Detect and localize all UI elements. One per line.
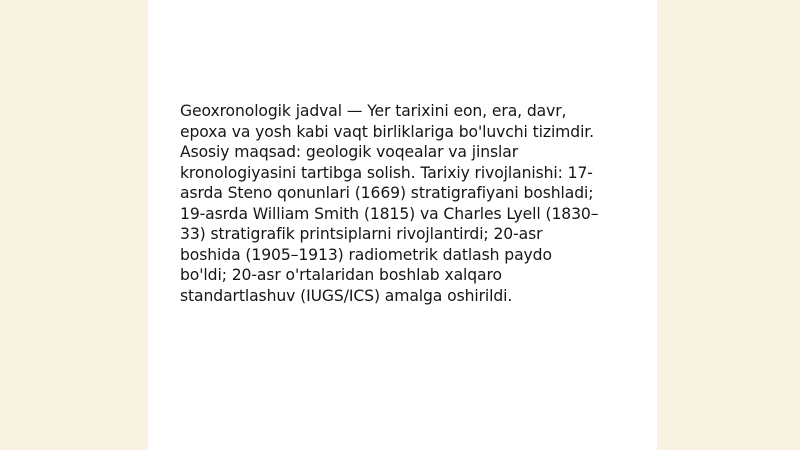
text-line: bo'ldi; 20-asr o'rtalaridan boshlab xalqaro bbox=[180, 266, 502, 284]
body-paragraph bbox=[180, 101, 640, 306]
text-line: Asosiy maqsad: geologik voqealar va jinslar bbox=[180, 143, 519, 161]
left-margin bbox=[0, 0, 148, 450]
text-line: epoxa va yosh kabi vaqt birliklariga bo'luvchi tizimdir. bbox=[180, 122, 595, 141]
document-page bbox=[148, 0, 657, 450]
text-line: kronologiyasini tartibga solish. Tarixiy rivojlanishi: 17- bbox=[180, 163, 593, 182]
text-line: asrda Steno qonunlari (1669) stratigrafiyani boshladi; bbox=[180, 184, 594, 202]
right-margin bbox=[657, 0, 800, 450]
text-line: Geoxronologik jadval — Yer tarixini eon, era, davr, bbox=[180, 102, 567, 120]
text-line: 19-asrda William Smith (1815) va Charles Lyell (1830– bbox=[180, 204, 599, 223]
text-line: standartlashuv (IUGS/ICS) amalga oshirildi. bbox=[180, 286, 513, 305]
text-line: boshida (1905–1913) radiometrik datlash paydo bbox=[180, 245, 552, 264]
text-line: 33) stratigrafik printsiplarni rivojlantirdi; 20-asr bbox=[180, 225, 543, 243]
